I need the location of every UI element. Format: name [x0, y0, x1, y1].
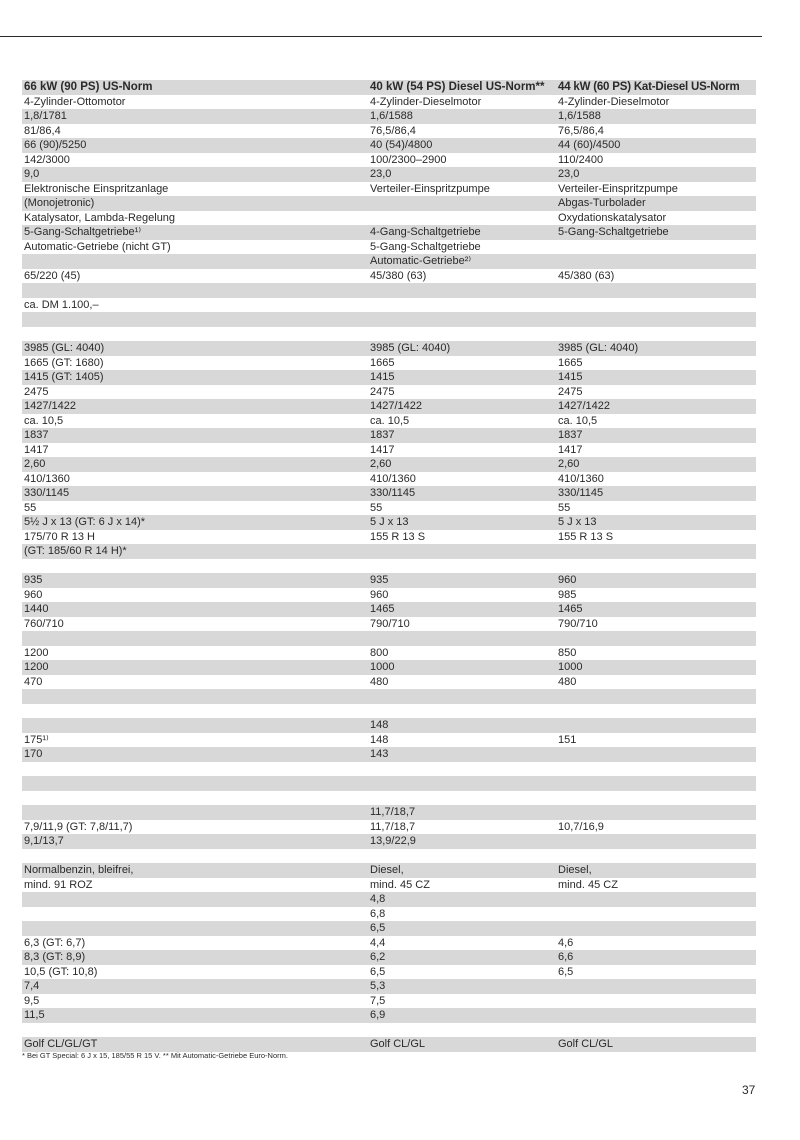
table-cell: 4,6	[558, 936, 574, 949]
table-row	[22, 660, 756, 675]
table-cell: 935	[24, 574, 43, 586]
table-cell: ca. 10,5	[558, 414, 598, 427]
table-cell: 790/710	[558, 617, 598, 630]
table-cell: 1,8/1781	[24, 110, 67, 122]
table-cell: 3985 (GL: 4040)	[370, 342, 451, 354]
table-cell: 55	[24, 501, 37, 514]
table-cell: ca. DM 1.100,–	[24, 298, 99, 311]
table-row	[22, 704, 756, 719]
table-row	[22, 965, 756, 980]
table-row	[22, 820, 756, 835]
table-cell: 470	[24, 675, 43, 688]
table-cell: 1417	[24, 443, 49, 456]
table-cell: 76,5/86,4	[558, 124, 604, 137]
table-cell: Abgas-Turbolader	[558, 197, 646, 209]
spec-table	[22, 80, 756, 1052]
table-cell: 790/710	[370, 617, 410, 630]
table-cell: 3985 (GL: 4040)	[24, 342, 105, 354]
table-row	[22, 1008, 756, 1023]
page-number: 37	[742, 1083, 756, 1097]
table-cell: 410/1360	[370, 472, 416, 485]
table-cell: 1415 (GT: 1405)	[24, 371, 104, 383]
table-cell: 1665 (GT: 1680)	[24, 356, 104, 369]
table-cell: 40 (54)/4800	[370, 139, 433, 151]
table-cell: 4-Zylinder-Ottomotor	[24, 95, 126, 108]
table-cell: Diesel,	[370, 864, 404, 876]
table-cell: Verteiler-Einspritzpumpe	[370, 182, 490, 195]
table-cell: 44 (60)/4500	[558, 139, 621, 151]
table-cell: 55	[558, 501, 571, 514]
table-row	[22, 936, 756, 951]
table-cell: 7,9/11,9 (GT: 7,8/11,7)	[24, 820, 133, 833]
table-cell: (GT: 185/60 R 14 H)*	[24, 545, 127, 557]
table-row	[22, 675, 756, 690]
table-cell: mind. 91 ROZ	[24, 878, 93, 891]
table-cell: 7,4	[24, 980, 40, 992]
table-row	[22, 646, 756, 661]
table-cell: 1417	[558, 443, 583, 456]
table-row	[22, 153, 756, 168]
table-cell: 9,1/13,7	[24, 835, 64, 847]
table-cell: 1000	[558, 661, 583, 673]
table-cell: 1,6/1588	[370, 110, 413, 122]
table-cell: (Monojetronic)	[24, 197, 95, 209]
table-cell: Verteiler-Einspritzpumpe	[558, 182, 678, 195]
table-cell: 1415	[370, 371, 395, 383]
table-row	[22, 631, 756, 646]
table-cell: 155 R 13 S	[558, 530, 614, 543]
table-cell: mind. 45 CZ	[370, 878, 430, 891]
table-cell: 1465	[370, 603, 395, 615]
table-cell: 760/710	[24, 617, 64, 630]
table-cell: 4-Gang-Schaltgetriebe	[370, 226, 481, 238]
table-cell: 985	[558, 588, 577, 601]
table-row	[22, 312, 756, 327]
table-cell: 1837	[558, 429, 583, 441]
table-cell: 1665	[558, 356, 583, 369]
table-row	[22, 863, 756, 878]
table-cell: 5 J x 13	[558, 516, 597, 528]
table-cell: 5½ J x 13 (GT: 6 J x 14)*	[24, 516, 146, 528]
table-cell: 2,60	[558, 458, 580, 470]
table-cell: 100/2300–2900	[370, 153, 447, 166]
table-cell: 170	[24, 748, 43, 760]
table-row	[22, 385, 756, 400]
table-cell: 960	[558, 574, 577, 586]
table-row	[22, 95, 756, 110]
table-cell: 800	[370, 646, 389, 659]
table-cell: 6,2	[370, 951, 386, 963]
table-cell: ca. 10,5	[370, 414, 410, 427]
table-cell: 480	[370, 675, 389, 688]
column-header: 44 kW (60 PS) Kat-Diesel US-Norm	[558, 81, 740, 93]
table-cell: 9,5	[24, 994, 40, 1007]
table-cell: 1200	[24, 646, 49, 659]
table-cell: 3985 (GL: 4040)	[558, 342, 639, 354]
table-cell: 6,5	[558, 965, 574, 978]
table-cell: 6,6	[558, 951, 574, 963]
table-cell: 175/70 R 13 H	[24, 530, 95, 543]
table-cell: 7,5	[370, 994, 386, 1007]
table-row	[22, 269, 756, 284]
table-row	[22, 892, 756, 907]
footnote: * Bei GT Special: 6 J x 15, 185/55 R 15 V. ** Mit Automatic-Getriebe Euro-Norm.	[22, 1051, 288, 1060]
table-cell: 45/380 (63)	[370, 269, 427, 282]
table-cell: 148	[370, 719, 389, 731]
table-cell: 1465	[558, 603, 583, 615]
table-cell: Diesel,	[558, 864, 592, 876]
table-cell: 9,0	[24, 168, 40, 180]
table-cell: 1427/1422	[370, 400, 422, 412]
table-cell: Katalysator, Lambda-Regelung	[24, 211, 176, 224]
table-row	[22, 1037, 756, 1052]
table-row	[22, 225, 756, 240]
table-row	[22, 602, 756, 617]
table-cell: 175¹⁾	[24, 733, 49, 746]
table-header-row	[22, 80, 756, 95]
table-row	[22, 805, 756, 820]
table-row	[22, 443, 756, 458]
table-row	[22, 298, 756, 313]
table-cell: 1665	[370, 356, 395, 369]
table-cell: 480	[558, 675, 577, 688]
table-row	[22, 689, 756, 704]
table-cell: 142/3000	[24, 153, 70, 166]
column-header: 40 kW (54 PS) Diesel US-Norm**	[370, 81, 545, 93]
table-cell: 10,5 (GT: 10,8)	[24, 965, 98, 978]
table-cell: 6,9	[370, 1009, 386, 1021]
table-cell: 1427/1422	[24, 400, 76, 412]
table-row	[22, 501, 756, 516]
table-cell: 410/1360	[558, 472, 604, 485]
table-row	[22, 747, 756, 762]
table-cell: 66 (90)/5250	[24, 139, 87, 151]
table-row	[22, 573, 756, 588]
table-row	[22, 414, 756, 429]
table-cell: 148	[370, 733, 389, 746]
table-row	[22, 950, 756, 965]
table-row	[22, 428, 756, 443]
table-row	[22, 457, 756, 472]
table-cell: 81/86,4	[24, 124, 61, 137]
table-cell: 1440	[24, 603, 49, 615]
table-row	[22, 109, 756, 124]
table-row	[22, 472, 756, 487]
table-row	[22, 617, 756, 632]
table-cell: 45/380 (63)	[558, 269, 615, 282]
table-cell: 935	[370, 574, 389, 586]
table-cell: 1200	[24, 661, 49, 673]
table-cell: 330/1145	[558, 487, 604, 499]
table-row	[22, 283, 756, 298]
table-cell: Automatic-Getriebe (nicht GT)	[24, 240, 171, 253]
column-header: 66 kW (90 PS) US-Norm	[24, 81, 153, 93]
table-row	[22, 327, 756, 342]
table-row	[22, 979, 756, 994]
table-cell: 11,7/18,7	[370, 806, 416, 818]
table-row	[22, 240, 756, 255]
table-cell: 8,3 (GT: 8,9)	[24, 951, 86, 963]
table-cell: 76,5/86,4	[370, 124, 416, 137]
table-row	[22, 588, 756, 603]
table-row	[22, 254, 756, 269]
table-cell: 10,7/16,9	[558, 820, 604, 833]
table-row	[22, 544, 756, 559]
table-cell: 4,4	[370, 936, 386, 949]
table-cell: 55	[370, 501, 383, 514]
table-cell: 151	[558, 733, 577, 746]
table-cell: ca. 10,5	[24, 414, 64, 427]
table-cell: 330/1145	[24, 487, 70, 499]
table-cell: 11,7/18,7	[370, 820, 416, 833]
table-cell: 2475	[558, 385, 583, 398]
table-row	[22, 849, 756, 864]
table-row	[22, 182, 756, 197]
table-cell: Golf CL/GL/GT	[24, 1038, 98, 1050]
table-cell: Oxydationskatalysator	[558, 211, 667, 224]
table-cell: 1415	[558, 371, 583, 383]
table-row	[22, 356, 756, 371]
table-cell: 6,3 (GT: 6,7)	[24, 936, 86, 949]
table-cell: 960	[24, 588, 43, 601]
table-row	[22, 515, 756, 530]
table-cell: 4,8	[370, 893, 386, 905]
table-cell: 1,6/1588	[558, 110, 601, 122]
top-rule	[0, 36, 762, 37]
table-cell: 143	[370, 748, 389, 760]
table-cell: 1000	[370, 661, 395, 673]
table-row	[22, 878, 756, 893]
table-cell: 5-Gang-Schaltgetriebe	[558, 226, 669, 238]
table-row	[22, 486, 756, 501]
table-row	[22, 921, 756, 936]
table-cell: 850	[558, 646, 577, 659]
table-cell: 410/1360	[24, 472, 70, 485]
table-cell: Golf CL/GL	[370, 1038, 426, 1050]
table-row	[22, 907, 756, 922]
table-row	[22, 733, 756, 748]
table-cell: 330/1145	[370, 487, 416, 499]
table-row	[22, 994, 756, 1009]
table-cell: 1837	[24, 429, 49, 441]
table-cell: 5-Gang-Schaltgetriebe	[370, 240, 481, 253]
table-row	[22, 124, 756, 139]
table-row	[22, 167, 756, 182]
table-row	[22, 762, 756, 777]
table-cell: 1417	[370, 443, 395, 456]
table-row	[22, 399, 756, 414]
table-row	[22, 211, 756, 226]
table-row	[22, 791, 756, 806]
table-cell: 110/2400	[558, 153, 604, 166]
table-cell: 2475	[370, 385, 395, 398]
table-cell: 2475	[24, 385, 49, 398]
table-cell: 155 R 13 S	[370, 530, 426, 543]
table-cell: 960	[370, 588, 389, 601]
table-cell: 6,5	[370, 922, 386, 934]
table-row	[22, 834, 756, 849]
table-cell: mind. 45 CZ	[558, 878, 618, 891]
table-cell: 2,60	[370, 458, 392, 470]
table-cell: 11,5	[24, 1009, 45, 1021]
table-row	[22, 138, 756, 153]
table-cell: 23,0	[370, 168, 392, 180]
table-cell: 6,5	[370, 965, 386, 978]
table-row	[22, 718, 756, 733]
table-cell: 4-Zylinder-Dieselmotor	[370, 95, 482, 108]
table-row	[22, 196, 756, 211]
table-row	[22, 530, 756, 545]
table-cell: 5 J x 13	[370, 516, 409, 528]
table-cell: 65/220 (45)	[24, 269, 81, 282]
table-cell: 1427/1422	[558, 400, 610, 412]
table-row	[22, 341, 756, 356]
table-cell: 23,0	[558, 168, 580, 180]
table-cell: 5-Gang-Schaltgetriebe¹⁾	[24, 226, 142, 238]
table-cell: Elektronische Einspritzanlage	[24, 182, 169, 195]
table-row	[22, 1023, 756, 1038]
table-row	[22, 370, 756, 385]
table-cell: 2,60	[24, 458, 46, 470]
table-row	[22, 776, 756, 791]
table-cell: 6,8	[370, 907, 386, 920]
table-cell: Golf CL/GL	[558, 1038, 614, 1050]
table-cell: Automatic-Getriebe²⁾	[370, 255, 472, 267]
table-cell: 1837	[370, 429, 395, 441]
table-cell: 13,9/22,9	[370, 835, 416, 847]
table-cell: Normalbenzin, bleifrei,	[24, 864, 134, 876]
table-cell: 4-Zylinder-Dieselmotor	[558, 95, 670, 108]
table-cell: 5,3	[370, 980, 386, 992]
table-row	[22, 559, 756, 574]
